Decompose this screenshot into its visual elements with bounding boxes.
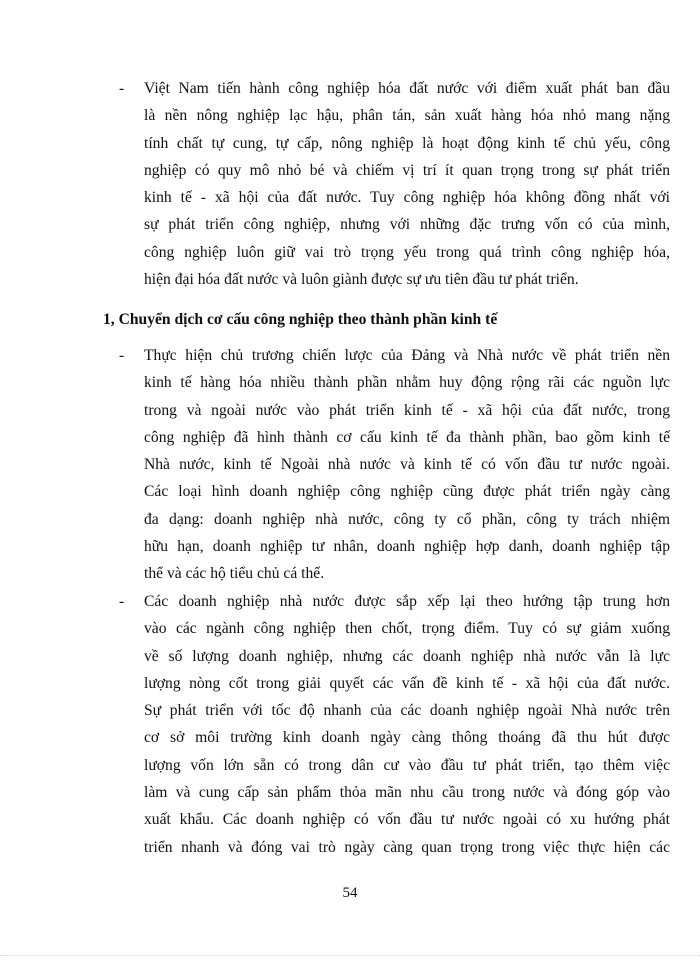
text-line: Các doanh nghiệp nhà nước được sắp xếp lại theo hướng tập trung hơn	[144, 593, 670, 610]
text-line: lượng nòng cốt trong giải quyết các vấn đề kinh tế - xã hội của đất nước.	[144, 674, 670, 692]
text-line: Thực hiện chủ trương chiến lược của Đảng và Nhà nước về phát triển nền	[144, 347, 670, 364]
text-line: trong và ngoài nước vào phát triển kinh tế - xã hội của đất nước, trong	[144, 401, 670, 419]
text-line: kinh tế - xã hội của đất nước. Tuy công nghiệp hóa không đồng nhất với	[144, 189, 670, 207]
text-line: là nền nông nghiệp lạc hậu, phân tán, sản xuất hàng hóa nhỏ mang nặng	[144, 107, 670, 125]
paragraph-text	[144, 342, 670, 588]
text-line: Nhà nước, kinh tế Ngoài nhà nước và kinh tế có vốn đầu tư nước ngoài.	[144, 456, 670, 474]
text-line: đa dạng: doanh nghiệp nhà nước, công ty cổ phần, công ty trách nhiệm	[144, 510, 670, 528]
text-line: tính chất tự cung, tự cấp, nông nghiệp là hoạt động kinh tế chủ yếu, công	[144, 134, 670, 152]
text-line: công nghiệp luôn giữ vai trò trọng yếu trong quá trình công nghiệp hóa,	[144, 243, 670, 261]
text-line: thể và các hộ tiểu chủ cá thể.	[144, 565, 325, 583]
text-line: hiện đại hóa đất nước và luôn giành được sự ưu tiên đầu tư phát triển.	[144, 271, 579, 289]
text-line: vào các ngành công nghiệp then chốt, trọng điểm. Tuy có sự giảm xuống	[144, 620, 670, 638]
bullet-dash: -	[119, 80, 125, 97]
text-line: công nghiệp đã hình thành cơ cấu kinh tế đa thành phần, bao gồm kinh tế	[144, 428, 670, 446]
text-line: lượng vốn lớn sẵn có trong dân cư vào đầu tư phát triển, tạo thêm việc	[144, 756, 670, 774]
text-line: về số lượng doanh nghiệp, nhưng các doanh nghiệp nhà nước vẫn là lực	[144, 647, 670, 665]
text-line: kinh tế hàng hóa nhiều thành phần nhằm huy động rộng rãi các nguồn lực	[144, 374, 670, 392]
text-line: Các loại hình doanh nghiệp công nghiệp cũng được phát triển ngày càng	[144, 483, 670, 501]
text-line: làm và cung cấp sản phẩm thỏa mãn nhu cầu trong nước và đóng góp vào	[144, 784, 670, 802]
text-line: Sự phát triển với tốc độ nhanh của các doanh nghiệp ngoài Nhà nước trên	[144, 702, 670, 720]
bullet-dash: -	[119, 593, 125, 610]
bullet-dash: -	[119, 347, 125, 364]
paragraph-text	[144, 75, 670, 293]
text-line: nghiệp có quy mô nhỏ bé và chiếm vị trí ít quan trọng trong sự phát triển	[144, 161, 670, 179]
text-line: triển nhanh và đóng vai trò ngày càng quan trọng trong việc thực hiện các	[144, 838, 670, 856]
text-line: hữu hạn, doanh nghiệp tư nhân, doanh nghiệp hợp danh, doanh nghiệp tập	[144, 538, 670, 556]
page-bottom-divider	[0, 955, 700, 956]
text-line: Việt Nam tiến hành công nghiệp hóa đất nước với điểm xuất phát ban đầu	[144, 80, 670, 97]
page-number: 54	[342, 885, 358, 901]
paragraph-text	[144, 588, 670, 861]
text-line: xuất khẩu. Các doanh nghiệp có vốn đầu tư nước ngoài có xu hướng phát	[144, 811, 670, 829]
section-heading: 1, Chuyển dịch cơ cấu công nghiệp theo thành phần kinh tế	[103, 311, 498, 328]
text-line: sự phát triển công nghiệp, nhưng với những đặc trưng vốn có của mình,	[144, 216, 670, 234]
text-line: cơ sở môi trường kinh doanh ngày càng thông thoáng đã thu hút được	[144, 729, 670, 747]
